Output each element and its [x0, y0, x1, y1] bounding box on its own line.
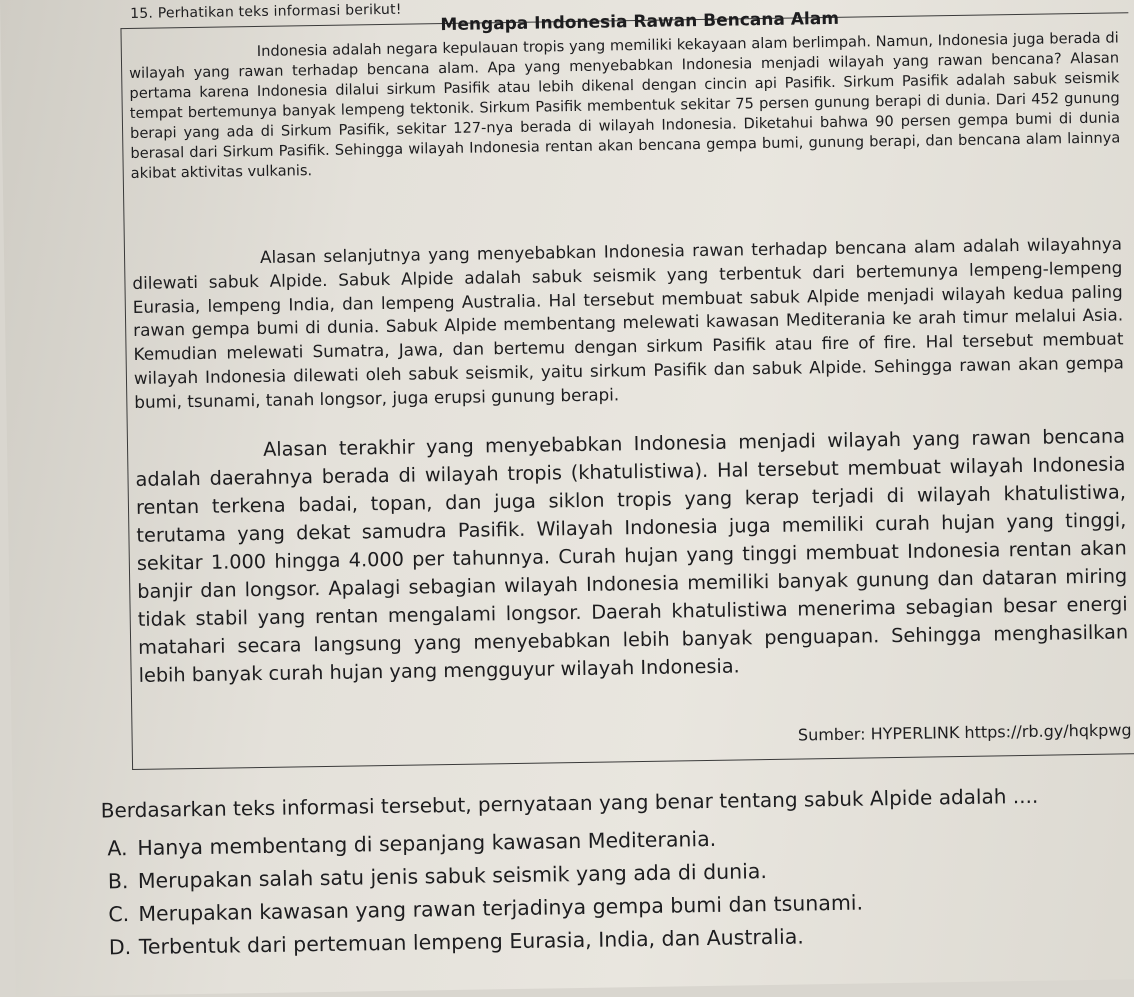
question-header — [130, 2, 402, 22]
option-letter: B. — [107, 869, 129, 894]
question-number: 15. — [130, 5, 154, 22]
option-letter: A. — [107, 836, 128, 861]
question-text: Berdasarkan teks informasi tersebut, pernyataan yang benar tentang sabuk Alpide adalah .... — [100, 783, 1039, 823]
option-text: Terbentuk dari pertemuan lempeng Eurasia, India, dan Australia. — [138, 924, 805, 959]
instruction-text: Perhatikan teks informasi berikut! — [157, 1, 402, 22]
option-letter: D. — [108, 935, 132, 960]
article-title: Mengapa Indonesia Rawan Bencana Alam — [440, 8, 840, 36]
answer-options — [107, 816, 1134, 964]
option-text: Merupakan salah satu jenis sabuk seismik yang ada di dunia. — [137, 859, 768, 893]
article-source: Sumber: HYPERLINK https://rb.gy/hqkpwg — [797, 720, 1132, 745]
option-text: Hanya membentang di sepanjang kawasan Mediterania. — [137, 826, 717, 860]
article-paragraph-1: Indonesia adalah negara kepulauan tropis yang memiliki kekayaan alam berlimpah. Namun, Indonesia juga berada di wilayah yang rawan terhadap bencana alam. Apa yang menyebabkan Indonesia menjadi wilayah yang rawan bencana? Alasan pertama karena Indonesia dilalui sirkum Pasifik atau lebih dikenal dengan cincin api Pasifik. Sirkum Pasifik adalah sabuk seismik tempat bertemunya banyak lempeng tektonik. Sirkum Pasifik membentuk sekitar 75 persen gunung berapi di dunia. Dari 452 gunung berapi yang ada di Sirkum Pasifik, sekitar 127-nya berada di wilayah Indonesia. Diketahui bahwa 90 persen gempa bumi di dunia berasal dari Sirkum Pasifik. Sehingga wilayah Indonesia rentan akan bencana gempa bumi, gunung berapi, dan bencana alam lainnya akibat aktivitas vulkanis. — [129, 29, 1121, 182]
article-paragraph-3: Alasan terakhir yang menyebabkan Indonesia menjadi wilayah yang rawan bencana adalah daerahnya berada di wilayah tropis (khatulistiwa). Hal tersebut membuat wilayah Indonesia rentan terkena badai, topan, dan juga siklon tropis yang kerap terjadi di wilayah khatulistiwa, terutama yang dekat samudra Pasifik. Wilayah Indonesia juga memiliki curah hujan yang tinggi, sekitar 1.000 hingga 4.000 per tahunnya. Curah hujan yang tinggi membuat Indonesia rentan akan banjir dan longsor. Apalagi sebagian wilayah Indonesia memiliki banyak gunung dan dataran miring tidak stabil yang rentan mengalami longsor. Daerah khatulistiwa menerima sebagian besar energi matahari secara langsung yang menyebabkan lebih banyak penguapan. Sehingga menghasilkan lebih banyak curah hujan yang mengguyur wilayah Indonesia. — [135, 424, 1129, 687]
article-paragraph-2: Alasan selanjutnya yang menyebabkan Indonesia rawan terhadap bencana alam adalah wilayahnya dilewati sabuk Alpide. Sabuk Alpide adalah sabuk seismik yang terbentuk dari bertemunya lempeng-lempeng Eurasia, lempeng India, dan lempeng Australia. Hal tersebut membuat sabuk Alpide menjadi wilayah kedua paling rawan gempa bumi di dunia. Sabuk Alpide membentang melewati kawasan Mediterania ke arah timur melalui Asia. Kemudian melewati Sumatra, Jawa, dan bertemu dengan sirkum Pasifik atau fire of fire. Hal tersebut membuat wilayah Indonesia dilewati oleh sabuk seismik, yaitu sirkum Pasifik dan sabuk Alpide. Sehingga rawan akan gempa bumi, tsunami, tanah longsor, juga erupsi gunung berapi. — [132, 233, 1124, 412]
option-letter: C. — [108, 902, 130, 927]
option-text: Merupakan kawasan yang rawan terjadinya gempa bumi dan tsunami. — [138, 890, 864, 926]
